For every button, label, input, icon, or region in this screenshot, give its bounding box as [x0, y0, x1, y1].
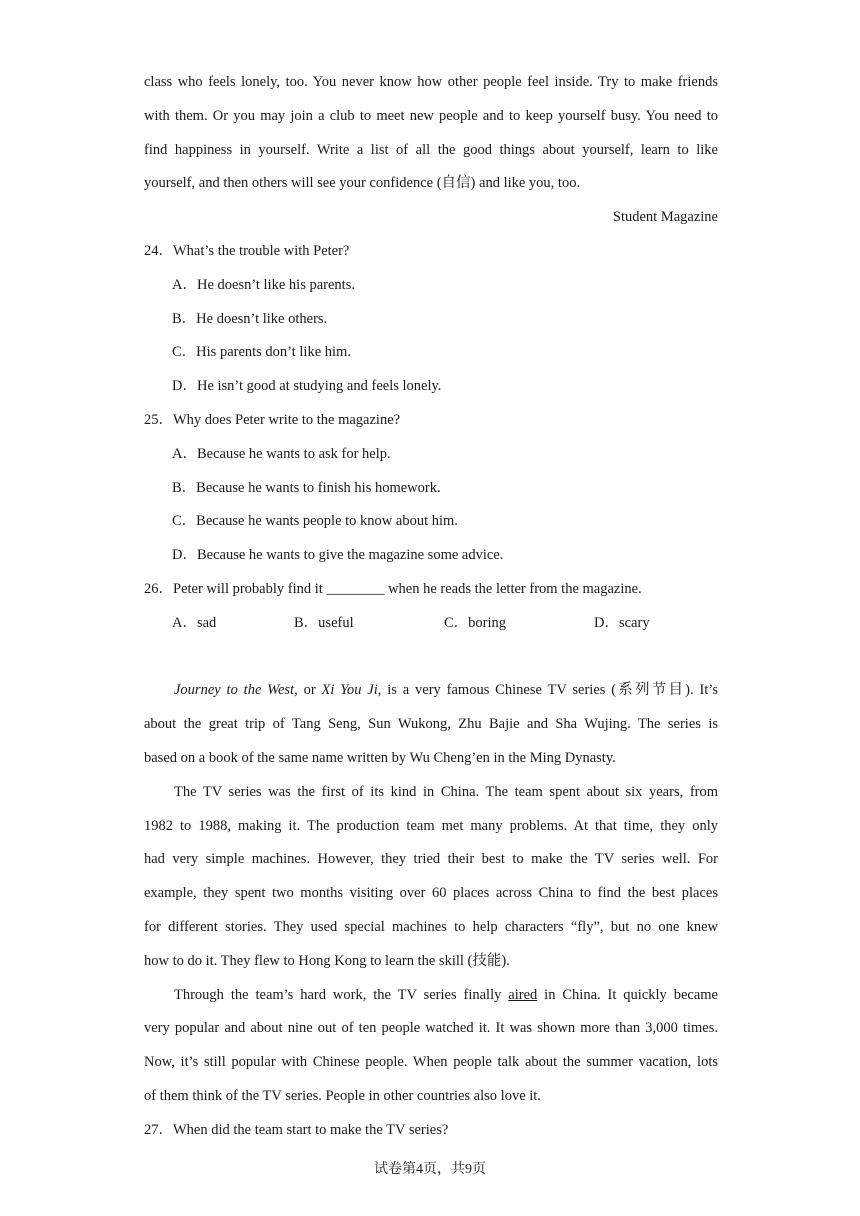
question-stem: 27．When did the team start to make the TV series? [144, 1121, 449, 1138]
passage-line: based on a book of the same name written by Wu Cheng’en in the Ming Dynasty. [144, 749, 616, 766]
passage-text: in China. It quickly became [537, 986, 718, 1003]
passage-line: for different stories. They used special machines to help characters “fly”, but no one knew [144, 918, 718, 935]
passage-line: yourself, and then others will see your confidence (自信) and like you, too. [144, 175, 581, 192]
exam-page [144, 66, 718, 1148]
stem-text: when he reads the letter from the magazine. [384, 580, 642, 597]
answer-option: D．scary [594, 614, 650, 631]
passage-line [144, 979, 718, 1013]
passage-line: The TV series was the first of its kind in China. The team spent about six years, from [174, 783, 718, 800]
passage-line: had very simple machines. However, they tried their best to make the TV series well. For [144, 851, 718, 868]
answer-option: C．His parents don’t like him. [172, 344, 351, 361]
answer-options-row [144, 607, 718, 641]
passage-line: example, they spent two months visiting over 60 places across China to find the best places [144, 885, 718, 902]
answer-blank: ________ [326, 580, 385, 597]
passage-line: with them. Or you may join a club to meet new people and to keep yourself busy. You need to [144, 107, 718, 124]
answer-option: A．He doesn’t like his parents. [172, 276, 355, 293]
passage-line: Now, it’s still popular with Chinese people. When people talk about the summer vacation, lots [144, 1054, 718, 1071]
passage-line: of them think of the TV series. People in other countries also love it. [144, 1087, 541, 1104]
passage-text: , is a very famous Chinese TV series (系列节目). It’s [377, 682, 718, 699]
passage-line: how to do it. They flew to Hong Kong to learn the skill (技能). [144, 952, 510, 969]
passage-text: Through the team’s hard work, the TV series finally [174, 986, 509, 1003]
passage-line: very popular and about nine out of ten people watched it. It was shown more than 3,000 times. [144, 1020, 718, 1037]
passage-line [144, 674, 718, 708]
answer-option: C．Because he wants people to know about him. [172, 513, 458, 530]
passage-line: about the great trip of Tang Seng, Sun Wukong, Zhu Bajie and Sha Wujing. The series is [144, 716, 718, 733]
answer-option: B．Because he wants to finish his homework. [172, 479, 441, 496]
passage-line: class who feels lonely, too. You never know how other people feel inside. Try to make friends [144, 74, 718, 90]
question-stem: 24．What’s the trouble with Peter? [144, 242, 350, 259]
book-name: Xi You Ji [321, 682, 378, 699]
underlined-word: aired [508, 986, 538, 1003]
passage-text: , or [294, 682, 322, 699]
answer-option: A．Because he wants to ask for help. [172, 445, 391, 462]
passage-line: find happiness in yourself. Write a list of all the good things about yourself, learn to like [144, 141, 718, 158]
question-stem [144, 573, 718, 607]
passage-source: Student Magazine [612, 209, 718, 226]
answer-option: C．boring [444, 614, 507, 631]
question-stem: 25．Why does Peter write to the magazine? [144, 411, 401, 428]
answer-option: A．sad [172, 614, 217, 631]
passage-line: 1982 to 1988, making it. The production team met many problems. At that time, they only [144, 817, 718, 834]
page-footer: 试卷第4页，共9页 [374, 1162, 486, 1177]
answer-option: B．useful [294, 614, 354, 631]
stem-text: 26．Peter will probably find it [144, 580, 327, 597]
answer-option: D．Because he wants to give the magazine some advice. [172, 547, 504, 564]
section-gap [144, 641, 718, 675]
book-title: Journey to the West [174, 682, 295, 699]
answer-option: B．He doesn’t like others. [172, 310, 328, 327]
answer-option: D．He isn’t good at studying and feels lonely. [172, 378, 442, 395]
